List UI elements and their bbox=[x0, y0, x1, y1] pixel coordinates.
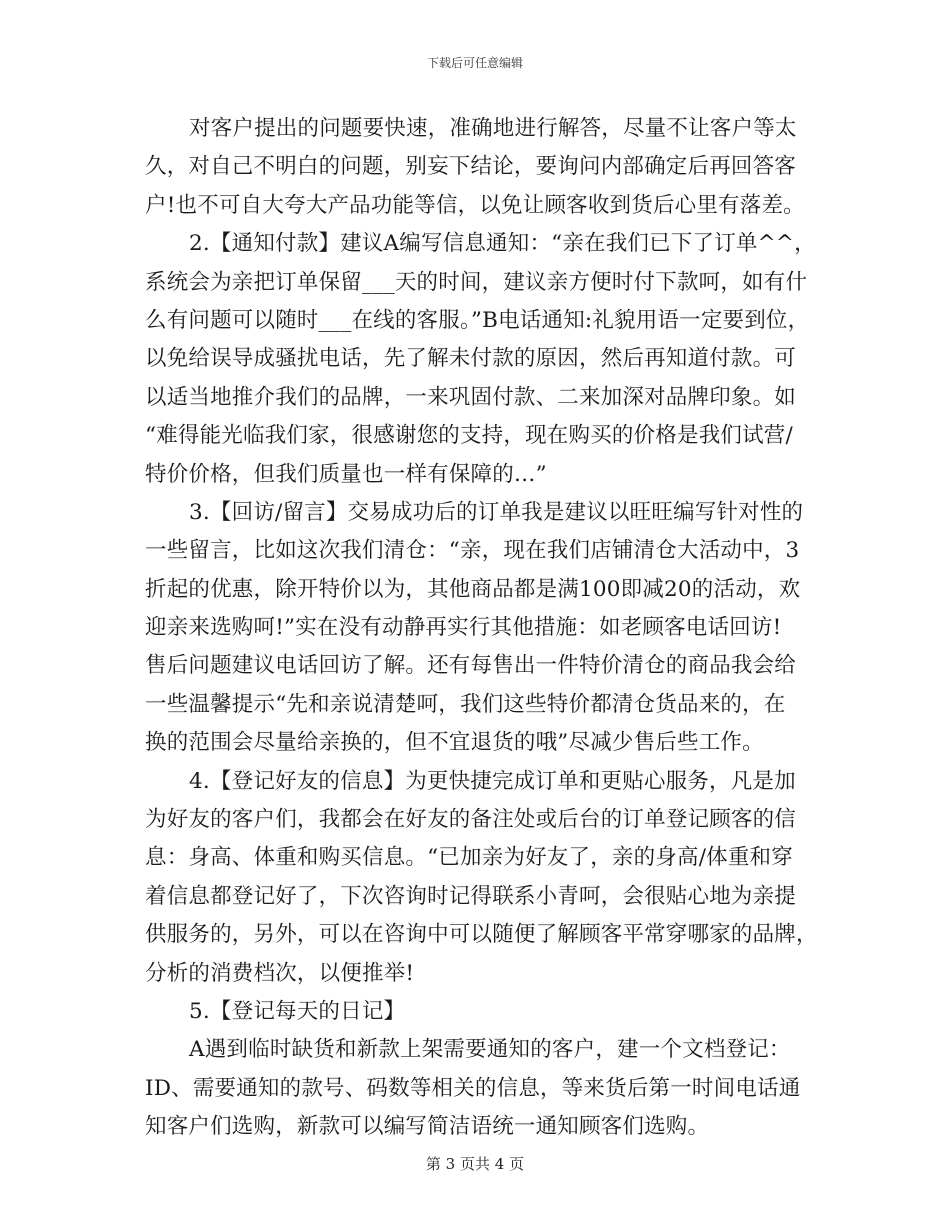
page-header: 下载后可任意编辑 bbox=[426, 56, 523, 70]
document-body bbox=[145, 110, 825, 1147]
text-line: 为好友的客户们，我都会在好友的备注处或后台的订单登记顾客的信 bbox=[145, 807, 797, 833]
text-line: A遇到临时缺货和新款上架需要通知的客户，建一个文档登记： bbox=[189, 1037, 791, 1063]
text-line: 一些温馨提示“先和亲说清楚呵，我们这些特价都清仓货品来的，在 bbox=[145, 691, 786, 717]
text-line: 息：身高、体重和购买信息。“已加亲为好友了，亲的身高/体重和穿 bbox=[145, 845, 793, 871]
text-line: 以适当地推介我们的品牌，一来巩固付款、二来加深对品牌印象。如 bbox=[145, 384, 797, 410]
text-line: 特价价格，但我们质量也一样有保障的…” bbox=[145, 461, 547, 487]
text-line: 户!也不可自大夸大产品功能等信，以免让顾客收到货后心里有落差。 bbox=[145, 192, 805, 218]
text-line: 4.【登记好友的信息】为更快捷完成订单和更贴心服务，凡是加 bbox=[189, 768, 796, 794]
text-line: 系统会为亲把订单保留___天的时间，建议亲方便时付下款呵，如有什 bbox=[145, 269, 808, 295]
text-line: 一些留言，比如这次我们清仓：“亲，现在我们店铺清仓大活动中，3 bbox=[145, 538, 800, 564]
text-line: 么有问题可以随时___在线的客服。”B电话通知:礼貌用语一定要到位， bbox=[145, 307, 810, 333]
text-line: 知客户们选购，新款可以编写简洁语统一通知顾客们选购。 bbox=[145, 1114, 710, 1140]
text-line: 供服务的，另外，可以在咨询中可以随便了解顾客平常穿哪家的品牌， bbox=[145, 922, 818, 948]
text-line: “难得能光临我们家，很感谢您的支持，现在购买的价格是我们试营/ bbox=[145, 423, 793, 449]
text-line: 售后问题建议电话回访了解。还有每售出一件特价清仓的商品我会给 bbox=[145, 653, 797, 679]
text-line: 久，对自己不明白的问题，别妄下结论，要询问内部确定后再回答客 bbox=[145, 154, 797, 180]
text-line: 5.【登记每天的日记】 bbox=[189, 998, 406, 1024]
text-line: 折起的优惠，除开特价以为，其他商品都是满100即减20的活动，欢 bbox=[145, 576, 801, 602]
text-line: 3.【回访/留言】交易成功后的订单我是建议以旺旺编写针对性的 bbox=[189, 499, 804, 525]
text-line: 分析的消费档次，以便推举! bbox=[145, 960, 415, 986]
text-line: 着信息都登记好了，下次咨询时记得联系小青呵，会很贴心地为亲提 bbox=[145, 883, 797, 909]
text-line: 对客户提出的问题要快速，准确地进行解答，尽量不让客户等太 bbox=[189, 116, 797, 141]
text-line: 2.【通知付款】建议A编写信息通知：“亲在我们已下了订单^^， bbox=[189, 231, 816, 257]
text-line: 迎亲来选购呵!”实在没有动静再实行其他措施：如老顾客电话回访! bbox=[145, 615, 782, 641]
text-line: ID、需要通知的款号、码数等相关的信息，等来货后第一时间电话通 bbox=[145, 1075, 801, 1101]
page-footer: 第 3 页共 4 页 bbox=[425, 1155, 525, 1173]
text-line: 以免给误导成骚扰电话，先了解未付款的原因，然后再知道付款。可 bbox=[145, 346, 797, 372]
text-line: 换的范围会尽量给亲换的，但不宜退货的哦”尽减少售后些工作。 bbox=[145, 730, 764, 756]
